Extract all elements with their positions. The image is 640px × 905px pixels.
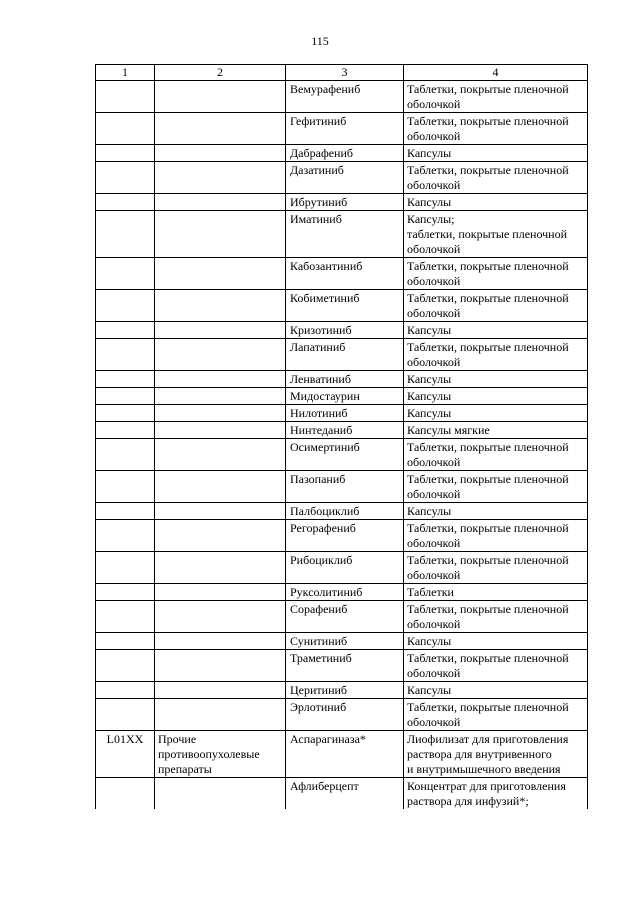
group-name-cell — [155, 211, 286, 258]
table-row — [96, 650, 588, 682]
atc-code-cell — [96, 422, 155, 439]
drug-name-cell: Пазопаниб — [286, 471, 404, 503]
group-name-cell — [155, 290, 286, 322]
group-name-cell — [155, 520, 286, 552]
table-row — [96, 405, 588, 422]
page-number: 115 — [311, 34, 329, 48]
atc-code-cell — [96, 371, 155, 388]
group-name-cell — [155, 699, 286, 731]
table-row — [96, 520, 588, 552]
table-row — [96, 584, 588, 601]
table-row — [96, 731, 588, 778]
dosage-form-cell: Таблетки, покрытые пленочной оболочкой — [404, 439, 588, 471]
atc-code-cell — [96, 633, 155, 650]
table-row — [96, 290, 588, 322]
drug-name-cell: Гефитиниб — [286, 113, 404, 145]
drug-name-cell: Нилотиниб — [286, 405, 404, 422]
group-name-cell — [155, 113, 286, 145]
group-name-cell — [155, 778, 286, 810]
table-row — [96, 113, 588, 145]
table-row — [96, 339, 588, 371]
group-name-cell — [155, 633, 286, 650]
column-header-1: 1 — [96, 65, 155, 81]
table-row — [96, 552, 588, 584]
atc-code-cell — [96, 584, 155, 601]
dosage-form-cell: Капсулы; таблетки, покрытые пленочной оболочкой — [404, 211, 588, 258]
table-row — [96, 422, 588, 439]
group-name-cell — [155, 471, 286, 503]
table-row — [96, 503, 588, 520]
drug-name-cell: Нинтеданиб — [286, 422, 404, 439]
atc-code-cell — [96, 439, 155, 471]
atc-code-cell — [96, 552, 155, 584]
atc-code-cell — [96, 699, 155, 731]
column-header-2: 2 — [155, 65, 286, 81]
atc-code-cell — [96, 778, 155, 810]
dosage-form-cell: Таблетки, покрытые пленочной оболочкой — [404, 162, 588, 194]
dosage-form-cell: Таблетки, покрытые пленочной оболочкой — [404, 650, 588, 682]
atc-code-cell — [96, 388, 155, 405]
table-row — [96, 162, 588, 194]
atc-code-cell — [96, 145, 155, 162]
dosage-form-cell: Капсулы — [404, 371, 588, 388]
drug-name-cell: Сунитиниб — [286, 633, 404, 650]
dosage-form-cell: Таблетки, покрытые пленочной оболочкой — [404, 520, 588, 552]
drug-name-cell: Аспарагиназа* — [286, 731, 404, 778]
group-name-cell — [155, 371, 286, 388]
drug-name-cell: Мидостаурин — [286, 388, 404, 405]
column-header-3: 3 — [286, 65, 404, 81]
atc-code-cell — [96, 211, 155, 258]
dosage-form-cell: Таблетки, покрытые пленочной оболочкой — [404, 699, 588, 731]
group-name-cell: Прочие противоопухолевые препараты — [155, 731, 286, 778]
dosage-form-cell: Таблетки, покрытые пленочной оболочкой — [404, 258, 588, 290]
group-name-cell — [155, 194, 286, 211]
dosage-form-cell: Капсулы — [404, 633, 588, 650]
dosage-form-cell: Капсулы — [404, 388, 588, 405]
drug-name-cell: Рибоциклиб — [286, 552, 404, 584]
drug-name-cell: Церитиниб — [286, 682, 404, 699]
group-name-cell — [155, 145, 286, 162]
table-row — [96, 371, 588, 388]
table-row — [96, 439, 588, 471]
drug-name-cell: Палбоциклиб — [286, 503, 404, 520]
group-name-cell — [155, 439, 286, 471]
drug-name-cell: Руксолитиниб — [286, 584, 404, 601]
group-name-cell — [155, 422, 286, 439]
group-name-cell — [155, 405, 286, 422]
dosage-form-cell: Капсулы — [404, 405, 588, 422]
group-name-cell — [155, 650, 286, 682]
drug-name-cell: Ленватиниб — [286, 371, 404, 388]
atc-code-cell — [96, 162, 155, 194]
dosage-form-cell: Таблетки, покрытые пленочной оболочкой — [404, 81, 588, 113]
dosage-form-cell: Таблетки, покрытые пленочной оболочкой — [404, 471, 588, 503]
dosage-form-cell: Таблетки, покрытые пленочной оболочкой — [404, 290, 588, 322]
drug-name-cell: Осимертиниб — [286, 439, 404, 471]
group-name-cell — [155, 162, 286, 194]
dosage-form-cell: Капсулы — [404, 322, 588, 339]
dosage-form-cell: Таблетки, покрытые пленочной оболочкой — [404, 601, 588, 633]
drug-name-cell: Дабрафениб — [286, 145, 404, 162]
atc-code-cell — [96, 113, 155, 145]
table-body — [96, 81, 588, 810]
dosage-form-cell: Таблетки, покрытые пленочной оболочкой — [404, 113, 588, 145]
table-row — [96, 699, 588, 731]
column-header-4: 4 — [404, 65, 588, 81]
atc-code-cell — [96, 682, 155, 699]
drug-name-cell: Кобиметиниб — [286, 290, 404, 322]
drug-name-cell: Лапатиниб — [286, 339, 404, 371]
atc-code-cell — [96, 258, 155, 290]
group-name-cell — [155, 81, 286, 113]
table-row — [96, 322, 588, 339]
dosage-form-cell: Таблетки — [404, 584, 588, 601]
atc-code-cell — [96, 503, 155, 520]
drug-name-cell: Траметиниб — [286, 650, 404, 682]
atc-code-cell — [96, 81, 155, 113]
drug-name-cell: Регорафениб — [286, 520, 404, 552]
atc-code-cell — [96, 650, 155, 682]
drug-table — [95, 64, 588, 809]
atc-code-cell — [96, 322, 155, 339]
dosage-form-cell: Капсулы — [404, 194, 588, 211]
atc-code-cell — [96, 520, 155, 552]
atc-code-cell — [96, 194, 155, 211]
group-name-cell — [155, 388, 286, 405]
group-name-cell — [155, 503, 286, 520]
atc-code-cell — [96, 405, 155, 422]
group-name-cell — [155, 552, 286, 584]
table-row — [96, 633, 588, 650]
dosage-form-cell: Концентрат для приготовления раствора для инфузий*; — [404, 778, 588, 810]
dosage-form-cell: Таблетки, покрытые пленочной оболочкой — [404, 339, 588, 371]
table-header-row — [96, 65, 588, 81]
group-name-cell — [155, 601, 286, 633]
table-row — [96, 778, 588, 810]
drug-name-cell: Ибрутиниб — [286, 194, 404, 211]
group-name-cell — [155, 258, 286, 290]
drug-name-cell: Эрлотиниб — [286, 699, 404, 731]
dosage-form-cell: Таблетки, покрытые пленочной оболочкой — [404, 552, 588, 584]
atc-code-cell — [96, 471, 155, 503]
drug-name-cell: Иматиниб — [286, 211, 404, 258]
group-name-cell — [155, 322, 286, 339]
drug-name-cell: Афлиберцепт — [286, 778, 404, 810]
group-name-cell — [155, 682, 286, 699]
table-row — [96, 145, 588, 162]
drug-name-cell: Дазатиниб — [286, 162, 404, 194]
dosage-form-cell: Капсулы мягкие — [404, 422, 588, 439]
table-row — [96, 388, 588, 405]
drug-name-cell: Вемурафениб — [286, 81, 404, 113]
table-row — [96, 682, 588, 699]
table-row — [96, 471, 588, 503]
group-name-cell — [155, 339, 286, 371]
table-row — [96, 194, 588, 211]
atc-code-cell — [96, 601, 155, 633]
drug-name-cell: Сорафениб — [286, 601, 404, 633]
dosage-form-cell: Лиофилизат для приготовления раствора для внутривенного и внутримышечного введения — [404, 731, 588, 778]
table-row — [96, 211, 588, 258]
dosage-form-cell: Капсулы — [404, 145, 588, 162]
dosage-form-cell: Капсулы — [404, 503, 588, 520]
table-row — [96, 81, 588, 113]
table-row — [96, 601, 588, 633]
dosage-form-cell: Капсулы — [404, 682, 588, 699]
group-name-cell — [155, 584, 286, 601]
atc-code-cell — [96, 290, 155, 322]
drug-name-cell: Кризотиниб — [286, 322, 404, 339]
drug-name-cell: Кабозантиниб — [286, 258, 404, 290]
atc-code-cell — [96, 339, 155, 371]
atc-code-cell: L01XX — [96, 731, 155, 778]
table-row — [96, 258, 588, 290]
